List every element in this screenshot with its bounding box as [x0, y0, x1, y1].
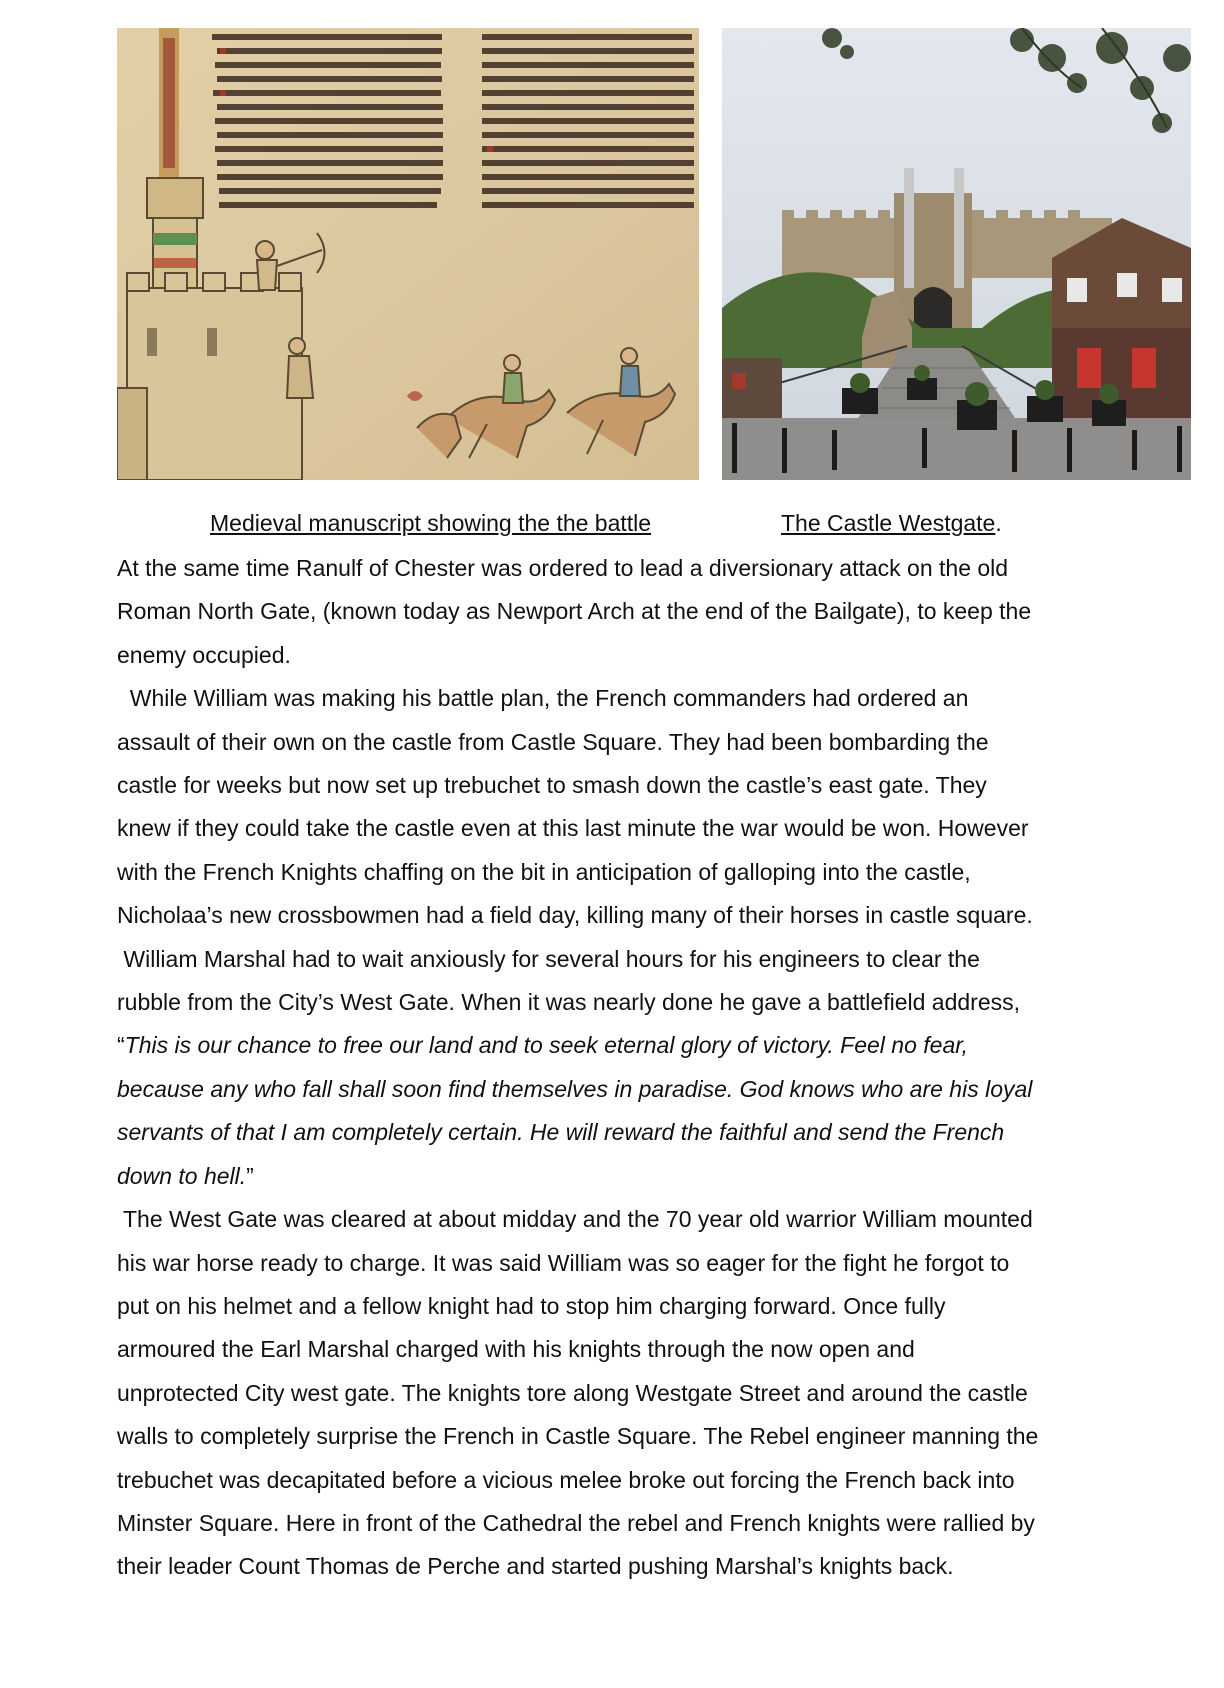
- manuscript-caption-text: Medieval manuscript showing the the battle: [210, 510, 652, 536]
- text-line: armoured the Earl Marshal charged with his knights through the now open and: [117, 1336, 915, 1363]
- manuscript-image: [117, 28, 699, 480]
- manuscript-illustration: [117, 28, 699, 480]
- quote-close-mark: ”: [246, 1162, 254, 1189]
- text-line: his war horse ready to charge. It was said William was so eager for the fight he forgot to: [117, 1249, 1010, 1276]
- quote-text: down to hell.: [117, 1162, 247, 1189]
- text-line: trebuchet was decapitated before a vicious melee broke out forcing the French back into: [117, 1466, 1015, 1493]
- text-line: assault of their own on the castle from Castle Square. They had been bombarding the: [117, 728, 989, 755]
- castle-caption-suffix: .: [995, 510, 1002, 536]
- text-line: knew if they could take the castle even at this last minute the war would be won. However: [117, 815, 1029, 842]
- quote-open-mark: “: [117, 1032, 125, 1059]
- text-line: enemy occupied.: [117, 641, 291, 668]
- text-line: At the same time Ranulf of Chester was ordered to lead a diversionary attack on the old: [117, 555, 1009, 581]
- castle-caption: [781, 507, 1002, 539]
- body-text: [117, 547, 1127, 1589]
- text-line: castle for weeks but now set up trebuchet to smash down the castle’s east gate. They: [117, 772, 987, 799]
- text-line: with the French Knights chaffing on the bit in anticipation of galloping into the castle,: [117, 858, 971, 885]
- quote-text: This is our chance to free our land and to seek eternal glory of victory. Feel no fear,: [124, 1032, 969, 1059]
- text-line: unprotected City west gate. The knights tore along Westgate Street and around the castle: [117, 1379, 1028, 1406]
- text-line: The West Gate was cleared at about midday and the 70 year old warrior William mounted: [117, 1206, 1033, 1233]
- text-line: William Marshal had to wait anxiously for several hours for his engineers to clear the: [117, 945, 980, 972]
- text-line: Nicholaa’s new crossbowmen had a field day, killing many of their horses in castle square.: [117, 902, 1033, 929]
- text-line: While William was making his battle plan, the French commanders had ordered an: [117, 685, 969, 712]
- castle-caption-text: The Castle Westgate: [781, 510, 996, 536]
- quote-line: servants of that I am completely certain. He will reward the faithful and send the French: [117, 1119, 1005, 1146]
- castle-photo-illustration: [722, 28, 1191, 480]
- text-line: their leader Count Thomas de Perche and started pushing Marshal’s knights back.: [117, 1553, 954, 1580]
- text-line: Minster Square. Here in front of the Cathedral the rebel and French knights were rallied by: [117, 1509, 1035, 1536]
- text-line: walls to completely surprise the French in Castle Square. The Rebel engineer manning the: [117, 1423, 1039, 1450]
- quote-line: [117, 1155, 1127, 1198]
- quote-line: because any who fall shall soon find themselves in paradise. God knows who are his loyal: [117, 1075, 1033, 1102]
- castle-westgate-photo: [722, 28, 1191, 480]
- text-line: rubble from the City’s West Gate. When it was nearly done he gave a battlefield address,: [117, 989, 1021, 1016]
- manuscript-caption: [210, 507, 651, 539]
- text-line: put on his helmet and a fellow knight had to stop him charging forward. Once fully: [117, 1292, 946, 1319]
- text-line: Roman North Gate, (known today as Newport Arch at the end of the Bailgate), to keep the: [117, 598, 1032, 625]
- quote-line: [117, 1024, 1127, 1067]
